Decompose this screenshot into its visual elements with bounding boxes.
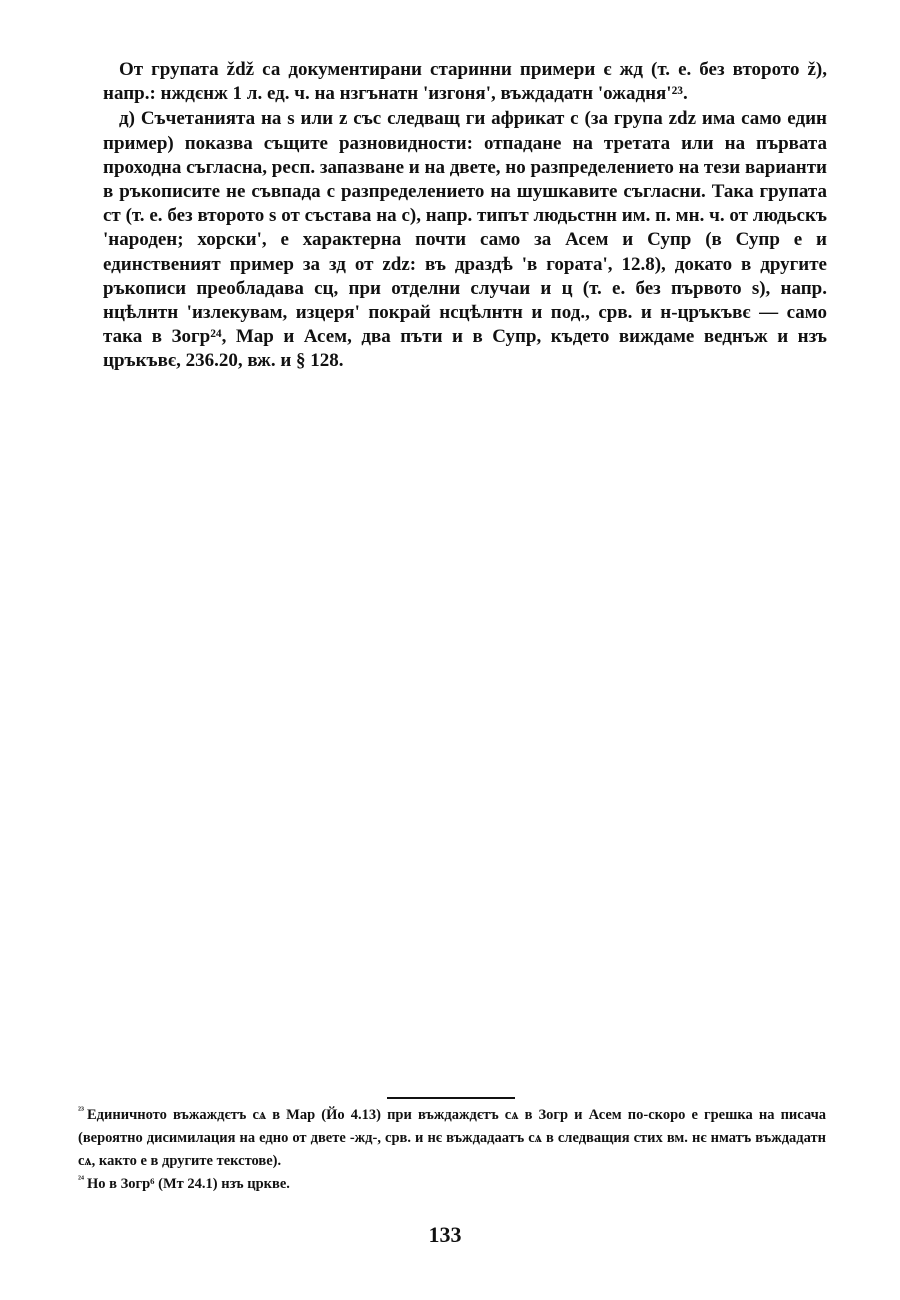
footnote-text: Единичното въжаждєтъ сѧ в Мар (Йо 4.13) при въждаждєтъ сѧ в Зогр и Асем по-скоро е грешка на писача (вероятно дисимилация на едно от двете -жд-, срв. и нє въждадаатъ сѧ в следващия стих вм. нє нматъ въждадатн сѧ, както е в другите текстове).	[78, 1107, 826, 1169]
page-number: 133	[428, 1222, 462, 1247]
paragraph-2: д) Съчетанията на s или z със следващ ги африкат c (за група zdz има само един пример) показва същите разновидности: отпадане на третата или на първата проходна съгласна, респ. запазване и на двете, но разпределението на тези варианти в ръкописите не съвпада с разпределението на шушкавите съгласни. Така групата ст (т. е. без второто s от състава на c), напр. типът людьстнн им. п. мн. ч. от людьскъ 'народен; хорски', е характерна почти само за Асем и Супр (в Супр е и единственият пример за зд от zdz: въ драздѣ 'в гората', 12.8), докато в другите ръкописи преобладава сц, при отделни случаи и ц (т. е. без първото s), напр. нцѣлнтн 'излекувам, изцеря' покрай нсцѣлнтн и под., срв. и н-цръкъвє — само така в Зогр²⁴, Мар и Асем, два пъти и в Супр, където виждаме веднъж и нзъ цръкъвє, 236.20, вж. и § 128.	[103, 108, 827, 372]
footnote-marker: ²⁴	[78, 1174, 84, 1186]
footnote-separator	[387, 1097, 515, 1099]
footnotes	[78, 1104, 826, 1196]
footnote-marker: ²³	[78, 1105, 84, 1117]
footnote-23	[78, 1104, 826, 1173]
footnote-24	[78, 1173, 826, 1196]
paragraph-1: От групата ždž са документирани старинни примери є жд (т. е. без второто ž), напр.: нждєнж 1 л. ед. ч. на нзгънатн 'изгоня', въждадатн 'ожадня'²³.	[103, 59, 827, 105]
footnote-text: Но в Зогр⁶ (Мт 24.1) нзъ цркве.	[87, 1176, 290, 1192]
main-text	[103, 58, 827, 374]
